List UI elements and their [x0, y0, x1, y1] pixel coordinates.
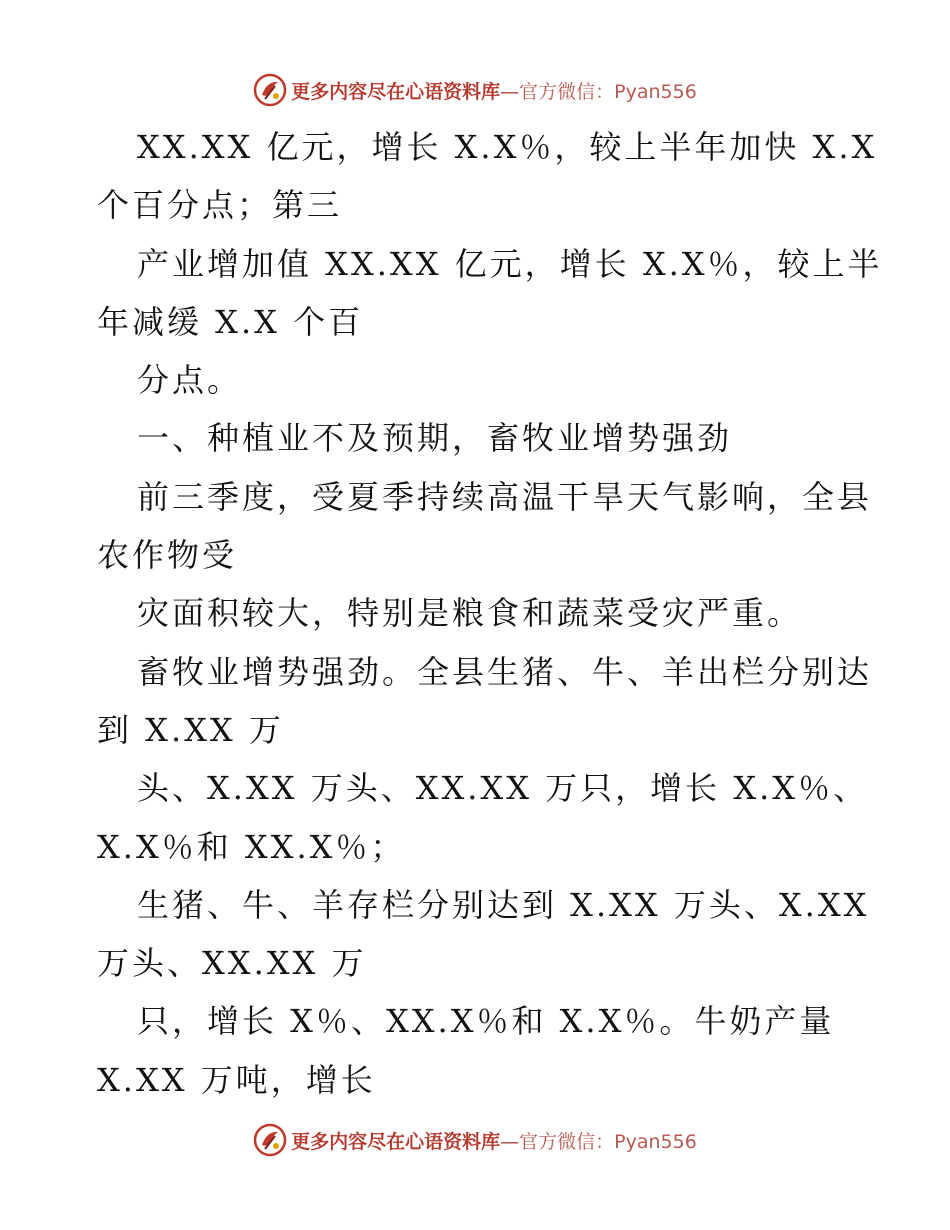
body-line: 只，增长 X％、XX.X％和 X.X％。牛奶产量	[137, 1002, 835, 1041]
body-line: 到 X.XX 万	[97, 710, 284, 749]
footer-banner-wechat: 官方微信：Pyan556	[519, 1130, 697, 1153]
footer-banner-dash: —	[500, 1130, 520, 1153]
body-line: 农作物受	[97, 536, 238, 575]
body-line: 灾面积较大，特别是粮食和蔬菜受灾严重。	[137, 594, 803, 633]
header-banner-dash: —	[500, 80, 520, 103]
footer-banner	[0, 1120, 950, 1160]
header-banner	[0, 70, 950, 110]
body-line: 前三季度，受夏季持续高温干旱天气影响，全县	[137, 477, 873, 516]
body-line: 产业增加值 XX.XX 亿元，增长 X.X％，较上半	[137, 244, 883, 283]
body-line: 万头、XX.XX 万	[97, 944, 367, 983]
body-line: 头、X.XX 万头、XX.XX 万只，增长 X.X％、	[137, 769, 869, 808]
body-line: 生猪、牛、羊存栏分别达到 X.XX 万头、X.XX	[137, 885, 870, 924]
section-heading: 一、种植业不及预期，畜牧业增势强劲	[137, 419, 733, 458]
body-line: X.X％和 XX.X％；	[97, 827, 406, 866]
document-body	[97, 118, 883, 1109]
header-banner-title: 更多内容尽在心语资料库	[291, 80, 501, 103]
header-banner-wechat: 官方微信：Pyan556	[519, 80, 697, 103]
brand-logo-icon	[253, 73, 287, 107]
footer-banner-content	[253, 1123, 697, 1157]
body-line: 畜牧业增势强劲。全县生猪、牛、羊出栏分别达	[137, 652, 873, 691]
header-banner-content	[253, 73, 697, 107]
body-line: 个百分点；第三	[97, 186, 343, 225]
body-line: XX.XX 亿元，增长 X.X％，较上半年加快 X.X	[137, 128, 878, 166]
footer-banner-text	[291, 1127, 697, 1154]
body-line: X.XX 万吨，增长	[97, 1060, 376, 1099]
header-banner-text	[291, 77, 697, 104]
body-line: 年减缓 X.X 个百	[97, 302, 364, 341]
body-line: 分点。	[137, 361, 243, 400]
footer-banner-title: 更多内容尽在心语资料库	[291, 1130, 501, 1153]
brand-logo-icon	[253, 1123, 287, 1157]
